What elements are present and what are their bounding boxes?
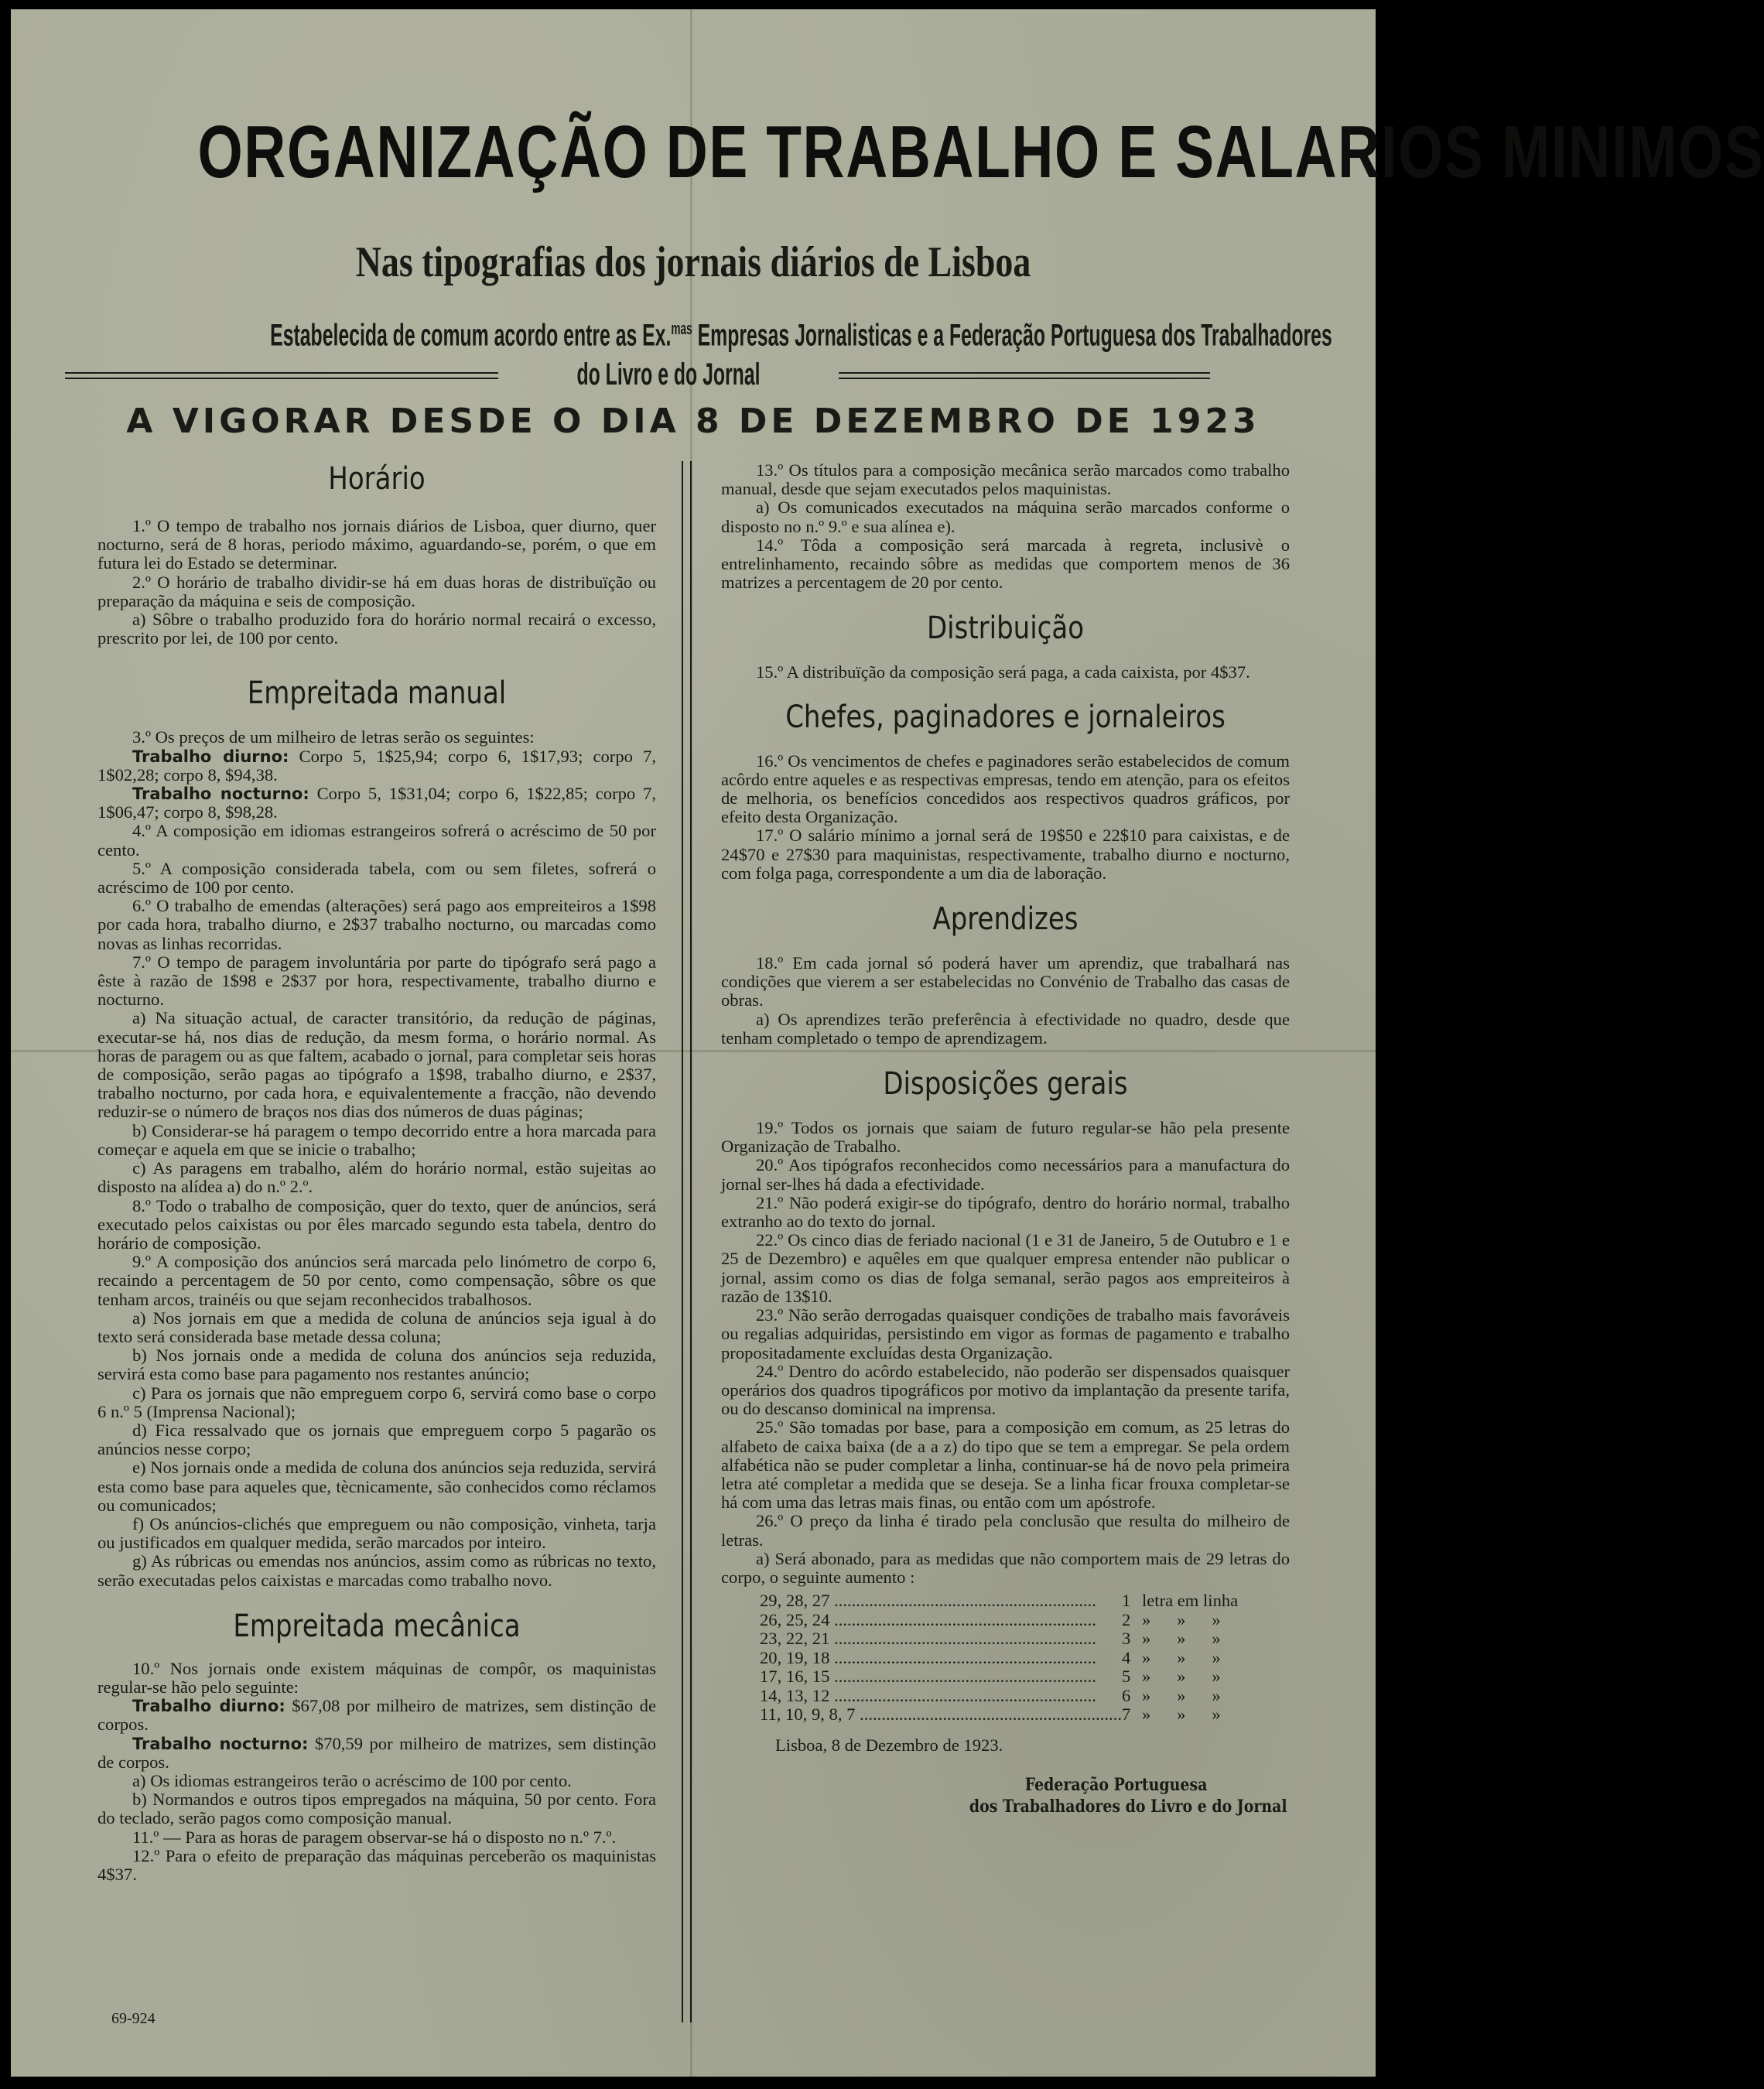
column-divider xyxy=(682,461,692,2022)
paragraph-4: 4.º A composição em idiomas estrangeiros sofrerá o acréscimo de 50 por cento. xyxy=(97,821,656,860)
label-trabalho-nocturno: Trabalho nocturno: xyxy=(132,785,309,804)
paragraph-9g: g) As rúbricas ou emendas nos anúncios, assim como as rúbricas no texto, serão executadas pelos caixistas e marcadas como trabalho novo. xyxy=(97,1551,656,1590)
rate-mecanica-nocturno: $70,59 por milheiro de matrizes, sem distinção de corpos. xyxy=(97,1733,656,1772)
poster-sheet xyxy=(11,9,1764,2077)
double-rule-right xyxy=(839,372,1210,379)
increase-label: » » » xyxy=(1141,1609,1221,1629)
paragraph-9: 9.º A composição dos anúncios será marcada pelo linómetro de corpo 6, recaindo a percentagem de 50 por cento, como compensação, sôbre os que tenham arcos, trainéis ou que sejam reconhecidos trabalhosos. xyxy=(97,1252,656,1309)
double-rule-left xyxy=(65,372,498,379)
paragraph-14: 14.º Tôda a composição será marcada à regreta, inclusivè o entrelinhamento, recaindo sôbre as medidas que comportem menos de 36 matrizes a percentagem de 20 por cento. xyxy=(721,535,1290,593)
paragraph-13a: a) Os comunicados executados na máquina serão marcados conforme o disposto no n.º 9.º e sua alínea e). xyxy=(721,497,1290,536)
increase-letters: 1 xyxy=(1121,1591,1131,1611)
paragraph-20: 20.º Aos tipógrafos reconhecidos como necessários para a manufactura do jornal ser-lhes há dada a efectividade. xyxy=(721,1155,1290,1194)
section-title-aprendizes: Aprendizes xyxy=(932,901,1079,938)
increase-measures: 14, 13, 12 ............................................................ xyxy=(760,1685,1096,1705)
place-date: Lisboa, 8 de Dezembro de 1923. xyxy=(775,1735,1003,1755)
increase-row xyxy=(760,1687,1238,1706)
increase-table xyxy=(760,1592,1238,1725)
paragraph-24: 24.º Dentro do acôrdo estabelecido, não poderão ser dispensados quaisquer operários dos quadros tipográficos por motivo da implantação da presente tarifa, ou do descanso dominical na imprensa. xyxy=(721,1361,1290,1419)
paragraph-10-diurno xyxy=(97,1697,656,1734)
increase-measures: 23, 22, 21 ............................................................ xyxy=(760,1629,1096,1649)
established-line-2: do Livro e do Jornal xyxy=(576,357,761,391)
paragraph-7c: c) As paragens em trabalho, além do horário normal, estão sujeitas ao disposto na alídea a) do n.º 2.º. xyxy=(97,1158,656,1197)
section-title-horario: Horário xyxy=(328,461,426,497)
section-title-empreitada-manual: Empreitada manual xyxy=(247,675,507,712)
increase-letters: 2 xyxy=(1121,1609,1131,1629)
increase-label: » » » xyxy=(1141,1647,1221,1667)
increase-label: » » » xyxy=(1141,1685,1221,1705)
effective-date-heading: A VIGORAR DESDE O DIA 8 DE DEZEMBRO DE 1923 xyxy=(126,402,1260,441)
signature-line-1: Federação Portuguesa xyxy=(1024,1774,1208,1795)
paragraph-11: 11.º — Para as horas de paragem observar-se há o disposto no n.º 7.º. xyxy=(132,1827,617,1847)
increase-label: » » » xyxy=(1141,1704,1221,1725)
increase-measures: 26, 25, 24 ............................................................ xyxy=(760,1609,1096,1629)
established-text-a: Estabelecida de comum acordo entre as Ex. xyxy=(270,318,672,353)
rates-nocturno: Corpo 5, 1$31,04; corpo 6, 1$22,85; corpo 7, 1$06,47; corpo 8, $98,28. xyxy=(97,784,656,822)
paragraph-17: 17.º O salário mínimo a jornal será de 19$50 e 22$10 para caixistas, e de 24$70 e 27$30 para maquinistas, respectivamente, trabalho diurno e nocturno, com folga paga, correspondente a um dia de laboração. xyxy=(721,826,1290,883)
signature-block xyxy=(801,1774,1290,1817)
paragraph-10b: b) Normandos e outros tipos empregados na máquina, 50 por cento. Fora do teclado, serão pagos como composição manual. xyxy=(97,1790,656,1828)
paragraph-3-diurno xyxy=(97,747,656,785)
paragraph-9c: c) Para os jornais que não empreguem corpo 6, servirá como base o corpo 6 n.º 5 (Imprensa Nacional); xyxy=(97,1383,656,1421)
section-title-empreitada-mecanica: Empreitada mecânica xyxy=(233,1608,521,1644)
increase-measures: 11, 10, 9, 8, 7 ............................................................ xyxy=(760,1704,1122,1725)
paragraph-18: 18.º Em cada jornal só poderá haver um aprendiz, que trabalhará nas condições que vierem a ser estabelecidas no Convénio de Trabalho das casas de obras. xyxy=(721,953,1290,1010)
paragraph-9e: e) Nos jornais onde a medida de coluna dos anúncios seja reduzida, servirá esta como base para aqueles que, tècnicamente, são conhecidos como réclamos ou comunicados; xyxy=(97,1458,656,1515)
increase-label: » » » xyxy=(1141,1629,1221,1649)
paragraph-5: 5.º A composição considerada tabela, com ou sem filetes, sofrerá o acréscimo de 100 por cento. xyxy=(97,858,656,897)
increase-letters: 4 xyxy=(1121,1647,1131,1667)
increase-label: » » » xyxy=(1141,1667,1221,1687)
rate-mecanica-diurno: $67,08 por milheiro de matrizes, sem distinção de corpos. xyxy=(97,1696,656,1735)
increase-letters: 5 xyxy=(1121,1667,1131,1687)
established-sup: mas xyxy=(671,319,692,338)
increase-letters: 3 xyxy=(1121,1629,1131,1649)
label-trabalho-diurno: Trabalho diurno: xyxy=(132,747,289,766)
increase-letters: 7 xyxy=(1121,1704,1131,1725)
paragraph-7b: b) Considerar-se há paragem o tempo decorrido entre a hora marcada para começar e aquela em que se inicie o trabalho; xyxy=(97,1120,656,1159)
established-rule-row xyxy=(65,359,1213,390)
paragraph-7a: a) Na situação actual, de caracter transitório, da redução de páginas, executar-se há, nos dias de redução, da mesm forma, o horário normal. As horas de paragem ou as que faltem, acabado o jornal, para completar seis horas de composição, serão pagas ao tipógrafo a 1$98, trabalho diurno, e 2$37, trabalho nocturno, por cada hora, e equivalentemente a fracção, não devendo reduzir-se o número de braços nos dias dos números de duas páginas; xyxy=(97,1008,656,1122)
paragraph-10a: a) Os idiomas estrangeiros terão o acréscimo de 100 por cento. xyxy=(132,1770,572,1790)
section-title-chefes: Chefes, paginadores e jornaleiros xyxy=(785,699,1226,735)
paragraph-10-nocturno xyxy=(97,1735,656,1772)
paragraph-21: 21.º Não poderá exigir-se do tipógrafo, dentro do horário normal, trabalho extranho ao do texto do jornal. xyxy=(721,1192,1290,1232)
paragraph-9d: d) Fica ressalvado que os jornais que empreguem corpo 5 pagarão os anúncios nesse corpo; xyxy=(97,1420,656,1459)
increase-row xyxy=(760,1629,1238,1649)
increase-label: letra em linha xyxy=(1141,1591,1239,1611)
paragraph-3: 3.º Os preços de um milheiro de letras serão os seguintes: xyxy=(132,727,535,747)
increase-row xyxy=(760,1667,1238,1687)
label-mecanica-diurno: Trabalho diurno: xyxy=(132,1697,285,1716)
paragraph-6: 6.º O trabalho de emendas (alterações) será pago aos empreiteiros a 1$98 por cada hora, trabalho diurno, e 2$37 trabalho nocturno, ou marcadas como novas as linhas recorridas. xyxy=(97,896,656,953)
paragraph-3-nocturno xyxy=(97,785,656,822)
paragraph-15: 15.º A distribuïção da composição será paga, a cada caixista, por 4$37. xyxy=(756,662,1250,682)
paragraph-12: 12.º Para o efeito de preparação das máquinas perceberão os maquinistas 4$37. xyxy=(97,1845,656,1884)
increase-row xyxy=(760,1592,1238,1611)
increase-row xyxy=(760,1649,1238,1668)
established-text-b: Empresas Jornalisticas e a Federação Portuguesa dos Trabalhadores xyxy=(692,318,1332,353)
signature-line-2: dos Trabalhadores do Livro e do Jornal xyxy=(969,1796,1287,1817)
paragraph-23: 23.º Não serão derrogadas quaisquer condições de trabalho mais favoráveis ou regalias adquiridas, persistindo em vigor as formas de pagamento e trabalho propositadamente excluídas desta Organização. xyxy=(721,1305,1290,1362)
section-title-disposicoes-gerais: Disposições gerais xyxy=(883,1066,1128,1103)
print-code: 69-924 xyxy=(111,2010,156,2027)
increase-measures: 29, 28, 27 ............................................................ xyxy=(760,1591,1096,1611)
paragraph-19: 19.º Todos os jornais que saiam de futuro regular-se hão pela presente Organização de Trabalho. xyxy=(721,1118,1290,1157)
paragraph-26a: a) Será abonado, para as medidas que não comportem mais de 29 letras do corpo, o seguinte aumento : xyxy=(721,1548,1290,1587)
paragraph-13: 13.º Os títulos para a composição mecânica serão marcados como trabalho manual, desde que sejam executados pelos maquinistas. xyxy=(721,460,1290,499)
established-line xyxy=(270,309,1332,354)
increase-row xyxy=(760,1611,1238,1630)
paragraph-10: 10.º Nos jornais onde existem máquinas de compôr, os maquinistas regular-se hão pelo seguinte: xyxy=(97,1658,656,1697)
paragraph-18a: a) Os aprendizes terão preferência à efectividade no quadro, desde que tenham completado o tempo de aprendizagem. xyxy=(721,1009,1290,1048)
left-column xyxy=(97,461,656,1884)
right-column xyxy=(721,461,1290,1817)
paragraph-8: 8.º Todo o trabalho de composição, quer do texto, quer de anúncios, será executado pelos caixistas ou por êles marcado segundo esta tabela, dentro do horário de composição. xyxy=(97,1195,656,1253)
paragraph-25: 25.º São tomadas por base, para a composição em comum, as 25 letras do alfabeto de caixa baixa (de a a z) do tipo que se tem a empregar. Se pela ordem alfabética não se puder completar a linha, continuar-se há de novo pela primeira letra até completar a medida que se deseja. Se a linha ficar frouxa completar-se há com uma das letras mais finas, ou então com um apóstrofe. xyxy=(721,1417,1290,1513)
label-mecanica-nocturno: Trabalho nocturno: xyxy=(132,1734,309,1753)
paragraph-2: 2.º O horário de trabalho dividir-se há em duas horas de distribuïção ou preparação da máquina e seis de composição. xyxy=(97,572,656,610)
section-title-distribuicao: Distribuição xyxy=(926,610,1084,647)
increase-measures: 17, 16, 15 ............................................................ xyxy=(760,1667,1096,1687)
paragraph-1: 1.º O tempo de trabalho nos jornais diários de Lisboa, quer diurno, quer nocturno, será de 8 horas, periodo máximo, aguardando-se, porém, o que em futura lei do Estado se determinar. xyxy=(97,516,656,573)
paragraph-22: 22.º Os cinco dias de feriado nacional (1 e 31 de Janeiro, 5 de Outubro e 1 e 25 de Dezembro) e aquêles em que qualquer empresa entender não publicar o jornal, assim como os dias de folga semanal, serão pagos aos empreiteiros à razão de 13$10. xyxy=(721,1230,1290,1306)
subtitle: Nas tipografias dos jornais diários de Lisboa xyxy=(355,238,1031,286)
rates-diurno: Corpo 5, 1$25,94; corpo 6, 1$17,93; corpo 7, 1$02,28; corpo 8, $94,38. xyxy=(97,746,656,785)
paragraph-7: 7.º O tempo de paragem involuntária por parte do tipógrafo será pago a êste à razão de 1$98 e 2$37 por hora, respectivamente, trabalho diurno e nocturno. xyxy=(97,952,656,1010)
increase-letters: 6 xyxy=(1121,1685,1131,1705)
increase-row xyxy=(760,1705,1238,1725)
paragraph-9b: b) Nos jornais onde a medida de coluna dos anúncios seja reduzida, servirá esta como base para pagamento nos restantes anúncio; xyxy=(97,1345,656,1384)
increase-measures: 20, 19, 18 ............................................................ xyxy=(760,1647,1096,1667)
paragraph-26: 26.º O preço da linha é tirado pela conclusão que resulta do milheiro de letras. xyxy=(721,1511,1290,1550)
paragraph-16: 16.º Os vencimentos de chefes e paginadores serão estabelecidos de comum acôrdo entre aqueles e as respectivas empresas, tendo em atenção, para os efeitos de melhoria, os benefícios concedidos aos respectivos quadros gráficos, por efeito desta Organização. xyxy=(721,750,1290,827)
paragraph-2a: a) Sôbre o trabalho produzido fora do horário normal recairá o excesso, prescrito por lei, de 100 por cento. xyxy=(97,610,656,648)
paragraph-9a: a) Nos jornais em que a medida de coluna de anúncios seja igual à do texto será considerada base metade dessa coluna; xyxy=(97,1308,656,1346)
paragraph-9f: f) Os anúncios-clichés que empreguem ou não composição, vinheta, tarja ou justificados em qualquer medida, serão marcados por inteiro. xyxy=(97,1513,656,1553)
main-title: ORGANIZAÇÃO DE TRABALHO E SALARIOS MINIMOS xyxy=(197,111,1764,193)
